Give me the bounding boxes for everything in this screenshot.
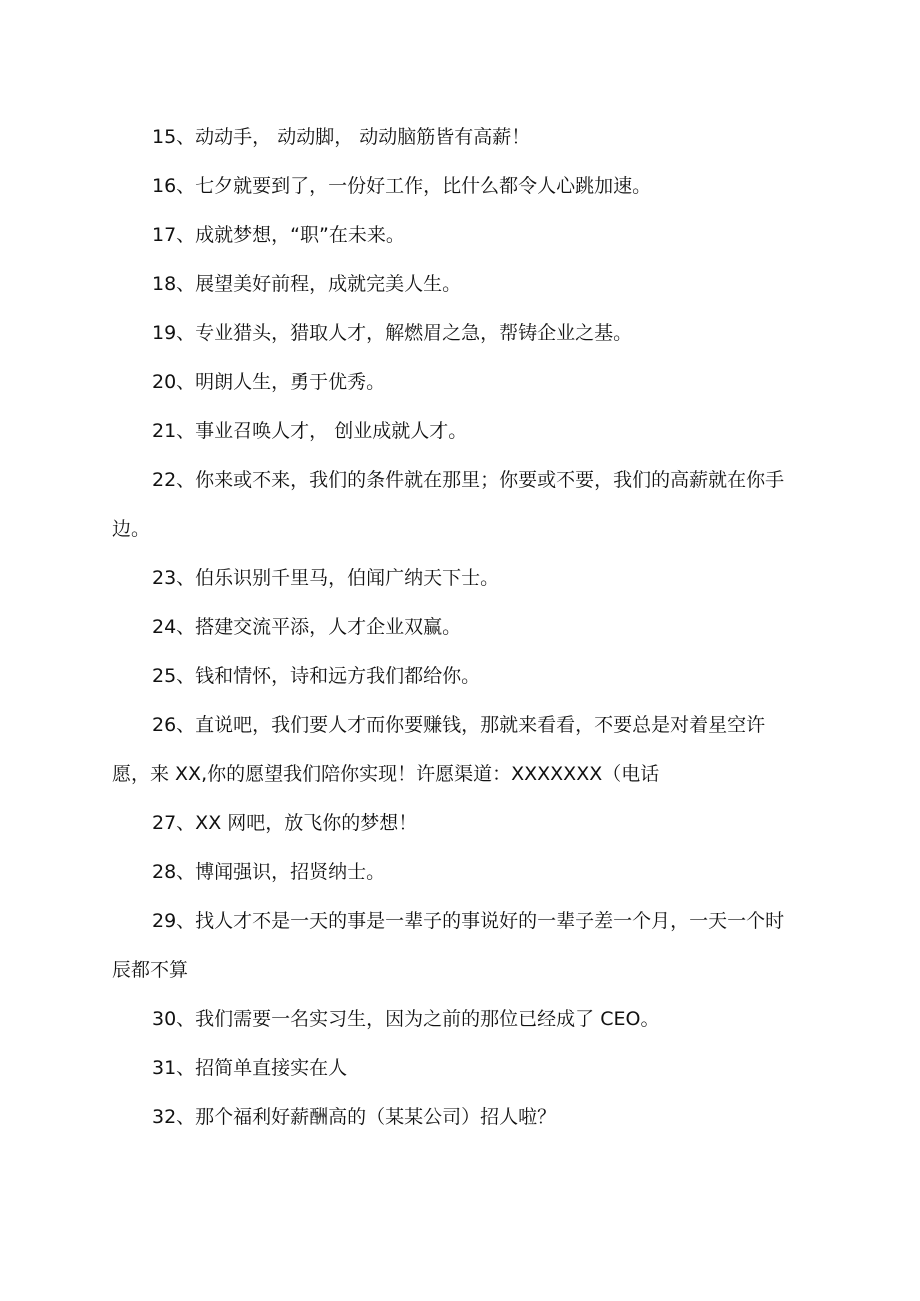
list-item: 31、招简单直接实在人 bbox=[152, 1057, 348, 1079]
list-item: 21、事业召唤人才， 创业成就人才。 bbox=[152, 420, 468, 442]
list-item: 15、动动手， 动动脚， 动动脑筋皆有高薪！ bbox=[152, 126, 531, 148]
list-item: 25、钱和情怀，诗和远方我们都给你。 bbox=[152, 665, 481, 687]
list-item: 17、成就梦想，“职”在未来。 bbox=[152, 224, 405, 246]
list-item: 29、找人才不是一天的事是一辈子的事说好的一辈子差一个月，一天一个时辰都不算 bbox=[112, 910, 785, 981]
slogan-list bbox=[112, 113, 802, 1142]
list-item: 32、那个福利好薪酬高的（某某公司）招人啦？ bbox=[152, 1106, 557, 1128]
list-item: 16、七夕就要到了，一份好工作，比什么都令人心跳加速。 bbox=[152, 175, 652, 197]
list-item: 22、你来或不来，我们的条件就在那里；你要或不要，我们的高薪就在你手边。 bbox=[112, 469, 785, 540]
list-item: 30、我们需要一名实习生，因为之前的那位已经成了 CEO。 bbox=[152, 1008, 660, 1030]
list-item: 24、搭建交流平添，人才企业双赢。 bbox=[152, 616, 462, 638]
list-item: 20、明朗人生，勇于优秀。 bbox=[152, 371, 386, 393]
list-item: 19、专业猎头，猎取人才，解燃眉之急，帮铸企业之基。 bbox=[152, 322, 633, 344]
list-item: 18、展望美好前程，成就完美人生。 bbox=[152, 273, 462, 295]
list-item: 23、伯乐识别千里马，伯闻广纳天下士。 bbox=[152, 567, 500, 589]
list-item: 27、XX 网吧，放飞你的梦想！ bbox=[152, 812, 418, 834]
list-item: 28、博闻强识，招贤纳士。 bbox=[152, 861, 386, 883]
list-item: 26、直说吧，我们要人才而你要赚钱，那就来看看，不要总是对着星空许愿，来 XX,你的愿望我们陪你实现！许愿渠道：XXXXXXX（电话 bbox=[112, 714, 766, 785]
